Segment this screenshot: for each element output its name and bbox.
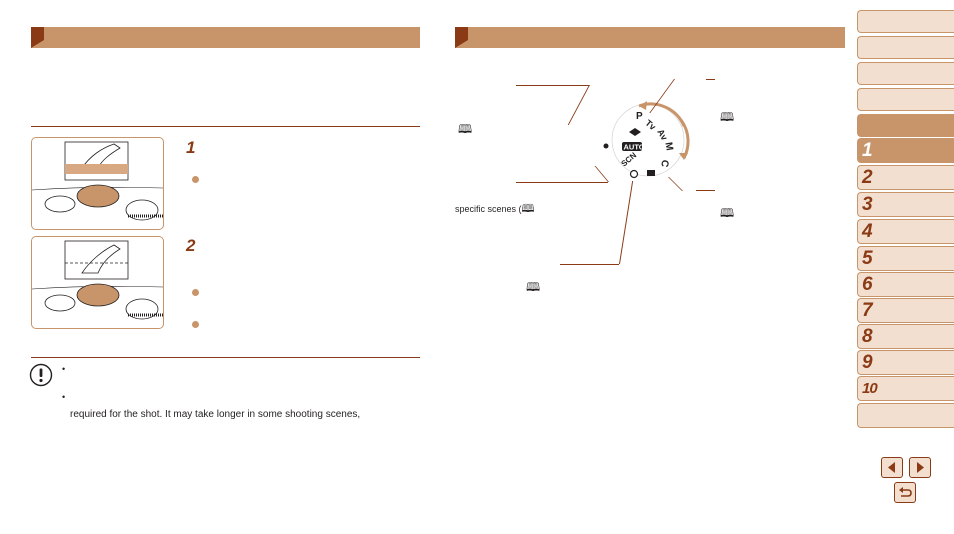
next-page-button[interactable] [909,457,931,478]
sidebar-tab-before-use[interactable] [857,36,954,59]
right-section-header-bar [455,27,845,48]
callout-line-d-h [706,79,715,80]
sidebar-chapter-7[interactable]: 7 [857,298,954,323]
callout-line-e-h [696,190,715,191]
sidebar-tab-basic-guide[interactable] [857,62,954,85]
dial-label-c: C [658,158,671,168]
book-icon: 🕮 [521,203,535,215]
callout-line-a-h [516,85,589,86]
mode-dial-illustration [596,86,696,186]
step2-number: 2 [186,236,196,255]
exclamation-icon [29,363,53,387]
specific-scenes-text: specific scenes (🕮 [455,203,535,215]
sidebar-chapter-10[interactable]: 10 [857,376,954,401]
step2-bullet-2 [192,321,199,328]
step1-illustration [31,137,164,230]
callout-line-a-d [568,85,590,125]
step2-illustration [31,236,164,329]
sidebar-chapter-8[interactable]: 8 [857,324,954,349]
caution-bullet2-line2: required for the shot. It may take longer in some shooting scenes, [70,409,361,420]
return-icon [895,483,915,502]
dial-label-tv: Tv [643,117,658,133]
dial-label-p: P [636,111,643,122]
sidebar-tab-index[interactable] [857,403,954,428]
left-section-divider [31,126,420,127]
step2-bullet-1 [192,289,199,296]
callout-line-b-h [516,182,608,183]
sidebar-tab-advanced-guide[interactable] [857,88,954,111]
caution-bullet-1: • [62,364,66,374]
callout-line-c-h [560,264,619,265]
step1-bullet [192,176,199,183]
left-section-header-bar [31,27,420,48]
sidebar-chapter-6[interactable]: 6 [857,272,954,297]
book-icon: 🕮 [720,206,735,220]
sidebar-chapter-4[interactable]: 4 [857,219,954,244]
book-icon: 🕮 [720,110,735,124]
caution-bullet-2: • [62,392,66,402]
dial-label-scn: SCN [619,150,639,169]
return-button[interactable] [894,482,916,503]
caution-divider [31,357,420,358]
sidebar-tab-cover[interactable] [857,10,954,33]
callout-line-c-v [619,181,633,264]
prev-page-button[interactable] [881,457,903,478]
sidebar-chapter-9[interactable]: 9 [857,350,954,375]
left-arrow-icon [882,458,902,477]
right-arrow-icon [910,458,930,477]
dial-label-auto: AUTO [623,142,645,152]
sidebar-chapter-3[interactable]: 3 [857,192,954,217]
sidebar-chapter-2[interactable]: 2 [857,165,954,190]
sidebar-tab-camera-basics[interactable] [857,114,954,137]
sidebar-chapter-1[interactable]: 1 [857,138,954,163]
step1-number: 1 [186,138,196,157]
book-icon: 🕮 [526,280,541,294]
sidebar-chapter-5[interactable]: 5 [857,246,954,271]
dial-label-av: Av [655,127,670,143]
book-icon: 🕮 [458,122,473,136]
dial-label-m: M [662,141,675,152]
